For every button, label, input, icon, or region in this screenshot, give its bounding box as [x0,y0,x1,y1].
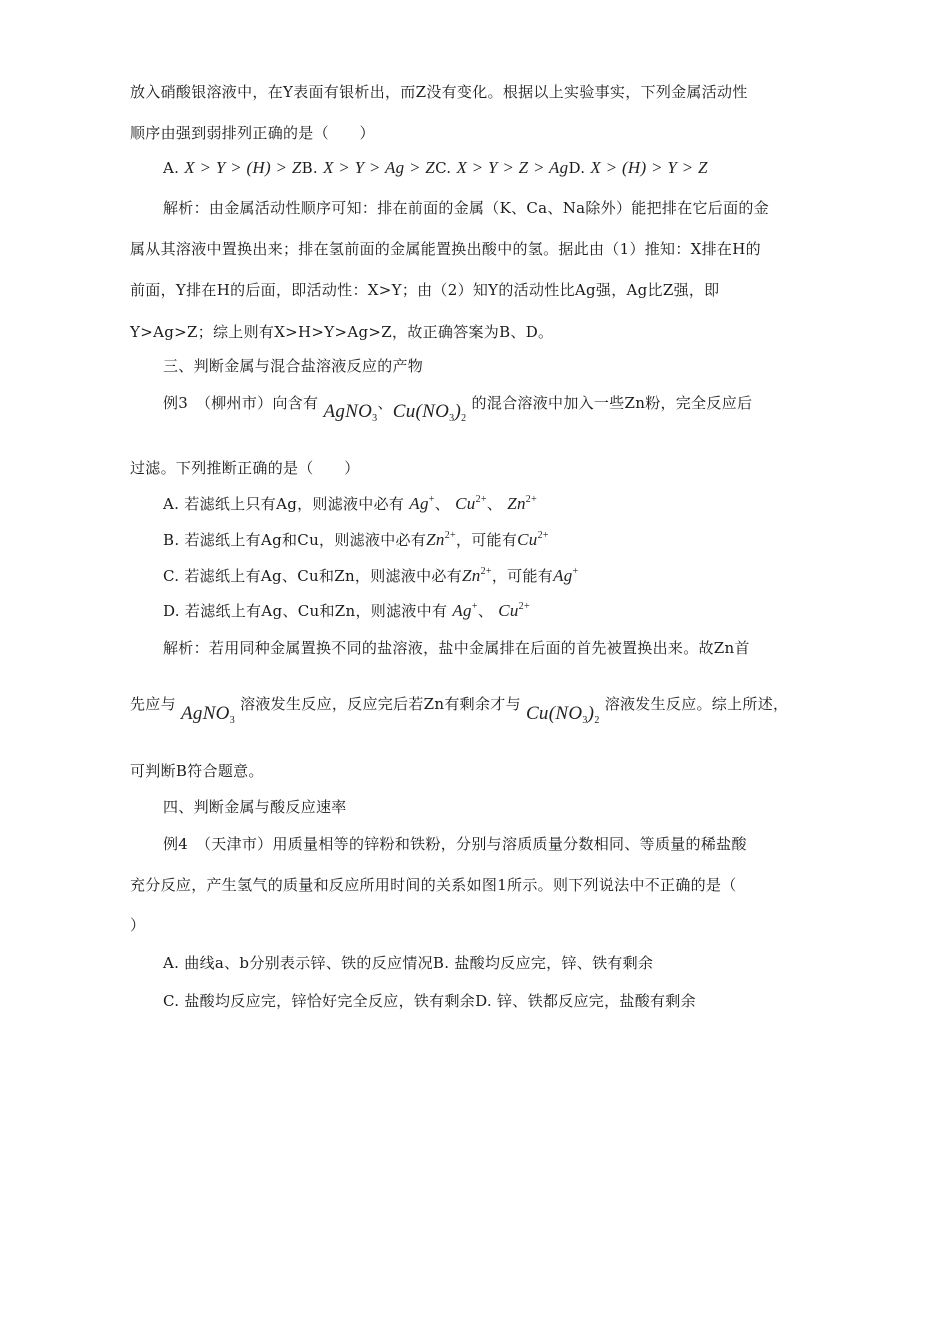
cu-ion: $Cu^{2+}$ [517,530,549,549]
option-c-line: C. 若滤纸上有Ag、Cu和Zn，则滤液中必有$Zn^{2+}$，可能有Ag+ [163,566,579,585]
option-d-formula: X > (H) > Y > Z [590,158,708,177]
option-c-formula: X > Y > Z > Ag [456,158,569,177]
paragraph-line: 例4 （天津市）用质量相等的锌粉和铁粉，分别与溶质质量分数相同、等质量的稀盐酸 [163,835,747,853]
paragraph-line: 充分反应，产生氢气的质量和反应所用时间的关系如图1所示。则下列说法中不正确的是（ [130,876,737,894]
analysis-line: 解析：若用同种金属置换不同的盐溶液，盐中金属排在后面的首先被置换出来。故Zn首 [163,639,750,657]
options-line: C. 盐酸均反应完，锌恰好完全反应，铁有剩余D. 锌、铁都反应完，盐酸有剩余 [163,992,696,1010]
cu-ion: $Cu^{2+}$ [455,494,487,513]
analysis-line: 可判断B符合题意。 [130,762,264,780]
paragraph-line: ） [130,916,146,934]
option-b-line: B. 若滤纸上有Ag和Cu，则滤液中必有$Zn^{2+}$，可能有$Cu^{2+}$ [163,530,549,549]
options-line: A. 曲线a、b分别表示锌、铁的反应情况B. 盐酸均反应完，锌、铁有剩余 [163,954,654,972]
section-heading: 三、判断金属与混合盐溶液反应的产物 [163,357,424,375]
option-label-d: D. [568,159,591,177]
zn-ion: $Zn^{2+}$ [426,530,456,549]
ag-ion: Ag+ [553,566,579,585]
analysis-line: Y>Ag>Z；综上则有X>H>Y>Ag>Z，故正确答案为B、D。 [130,323,554,341]
ag-ion: Ag+ [409,494,435,513]
analysis-line: 先应与 AgNO$_3$ 溶液发生反应，反应完后若Zn有剩余才与 $Cu(NO_3)_2$ 溶液发生反应。综上所述， [130,695,789,726]
cu-ion: $Cu^{2+}$ [498,601,530,620]
option-b-formula: X > Y > Ag > Z [323,158,436,177]
cuno32-formula: $Cu(NO_3)_2$ [392,401,467,424]
analysis-line: 属从其溶液中置换出来；排在氢前面的金属能置换出酸中的氢。据此由（1）推知：X排在H的 [130,240,761,258]
example-3-line: 例3 （柳州市）向含有 AgNO$_3$、$Cu(NO_3)_2$ 的混合溶液中加入一些Zn粉，完全反应后 [163,394,753,424]
paragraph-line: 过滤。下列推断正确的是（ ） [130,459,360,477]
analysis-line: 解析：由金属活动性顺序可知：排在前面的金属（K、Ca、Na除外）能把排在它后面的金 [163,199,769,217]
zn-ion: $Zn^{2+}$ [462,566,492,585]
option-label-b: B. [301,159,324,177]
zn-ion: $Zn^{2+}$ [507,494,538,513]
option-a-line: A. 若滤纸上只有Ag，则滤液中必有 Ag+、 $Cu^{2+}$、 $Zn^{2+}$ [163,494,538,513]
ag-ion: Ag+ [452,601,478,620]
agno3-formula: AgNO$_3$ [180,703,235,726]
option-d-line: D. 若滤纸上有Ag、Cu和Zn，则滤液中有 Ag+、 $Cu^{2+}$ [163,601,530,620]
option-a-formula: X > Y > (H) > Z [184,158,302,177]
option-label-a: A. [163,159,185,177]
agno3-formula: AgNO$_3$ [323,401,378,424]
question-options-line [163,158,708,178]
section-heading: 四、判断金属与酸反应速率 [163,798,347,816]
analysis-line: 前面，Y排在H的后面，即活动性：X>Y；由（2）知Y的活动性比Ag强，Ag比Z强，即 [130,281,720,299]
cuno32-formula: $Cu(NO_3)_2$ [525,703,600,726]
paragraph-line: 放入硝酸银溶液中，在Y表面有银析出，而Z没有变化。根据以上实验事实，下列金属活动性 [130,83,748,101]
paragraph-line: 顺序由强到弱排列正确的是（ ） [130,124,375,142]
option-label-c: C. [435,159,457,177]
